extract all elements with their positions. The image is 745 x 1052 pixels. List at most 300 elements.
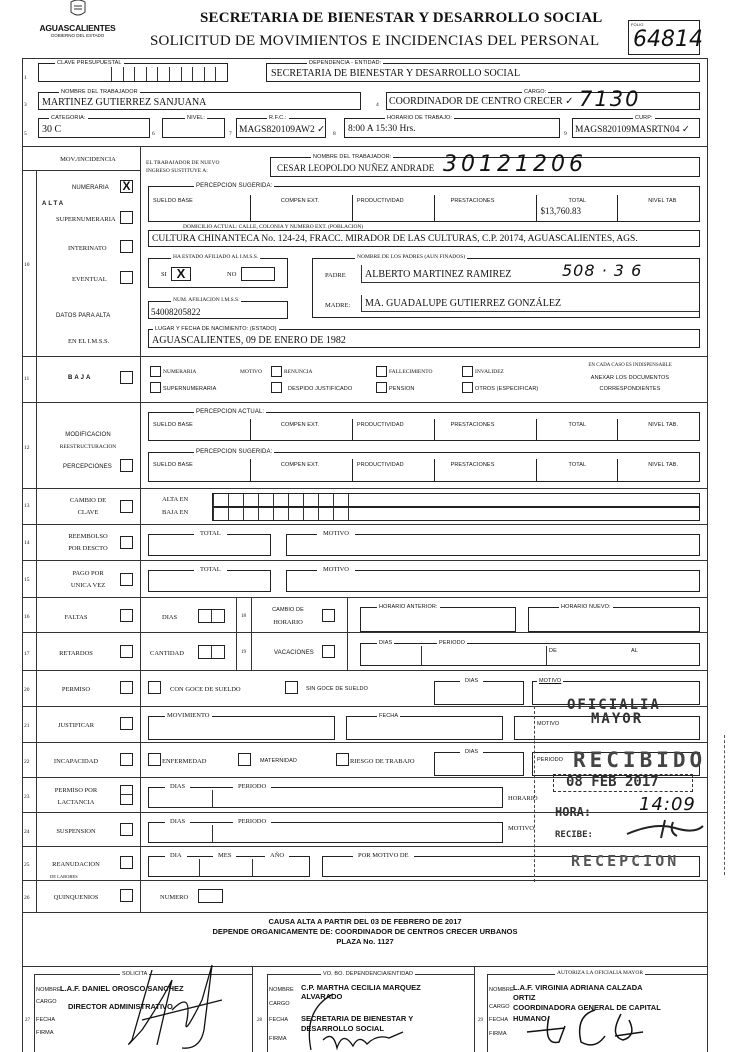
mov-incidencia-header: MOV./INCIDENCIA	[60, 156, 116, 163]
coat-of-arms-icon	[63, 0, 93, 18]
percepcion-columns	[149, 419, 699, 440]
padres-box	[312, 254, 700, 318]
alta-label: ALTA	[42, 201, 66, 207]
reembolso-label: POR DESCTO	[68, 545, 108, 552]
col-label: NIVEL TAB.	[648, 422, 679, 428]
imss-afiliado-box	[148, 254, 288, 288]
col-label: SUELDO BASE	[153, 462, 193, 468]
clave-digit-cells	[111, 67, 227, 81]
alta-eventual-label: EVENTUAL	[72, 276, 107, 283]
col-label: PRESTACIONES	[450, 462, 495, 468]
causa-alta-note	[22, 917, 708, 947]
col-label: NIVEL TAB	[648, 198, 677, 204]
incapacidad-dias-field[interactable]	[434, 749, 524, 776]
suspension-label: SUSPENSION	[56, 828, 96, 835]
divider	[347, 597, 348, 670]
dias-label: DIAS	[460, 678, 483, 684]
de-label: DE	[549, 648, 557, 654]
row-number: 13	[24, 503, 30, 509]
row-number: 17	[24, 651, 30, 657]
col-prestaciones[interactable]	[435, 459, 537, 481]
logo-subtext: GOBIERNO DEL ESTADO	[50, 33, 105, 38]
title-secretaria: SECRETARIA DE BIENESTAR Y DESARROLLO SOCIAL	[200, 10, 603, 26]
horario-anterior-field[interactable]	[360, 604, 516, 632]
incapacidad-label: INCAPACIDAD	[53, 758, 99, 765]
percepcion-actual-label: PERCEPCION ACTUAL:	[196, 409, 265, 415]
signer-name: L.A.F. DANIEL OROSCO SANCHEZ	[60, 984, 184, 993]
signer-name: ORTIZ	[513, 993, 536, 1002]
afiliacion-label: NUM. AFILIACION I.M.S.S.	[173, 297, 240, 303]
quinquenios-numero-field[interactable]	[198, 889, 223, 903]
otros-checkbox[interactable]	[462, 382, 473, 393]
col-prestaciones[interactable]	[435, 195, 537, 221]
baja-supernumeraria-label: SUPERNUMERARIA	[163, 386, 217, 392]
nombre-label: NOMBRE	[36, 987, 61, 993]
baja-numeraria-label: NUMERARIA	[163, 369, 197, 375]
no-label: NO	[227, 271, 237, 278]
baja-checkbox[interactable]	[120, 371, 133, 384]
dias-label: DIAS	[165, 818, 190, 825]
despido-checkbox[interactable]	[271, 382, 282, 393]
dias-label: DIAS	[162, 614, 178, 621]
rfc-value: MAGS820109AW2 ✓	[239, 125, 326, 135]
madre-field[interactable]	[361, 295, 699, 312]
rfc-label: R.F.C.:	[269, 115, 287, 121]
horario-label: HORARIO	[508, 795, 538, 802]
permiso-checkbox[interactable]	[120, 681, 133, 694]
retardos-cantidad-field[interactable]	[198, 645, 225, 659]
alta-numeraria-checkbox[interactable]: X	[120, 180, 133, 193]
row-number: 26	[24, 895, 30, 901]
baja-note: CORRESPONDIENTES	[599, 386, 661, 392]
reembolso-checkbox[interactable]	[120, 536, 133, 549]
horario-anterior-label: HORARIO ANTERIOR:	[379, 604, 438, 610]
clave-label: CLAVE PRESUPUESTAL	[57, 60, 122, 66]
motivo-label: POR MOTIVO DE	[353, 852, 414, 859]
categoria-value: 30 C	[42, 124, 62, 135]
numero-label: NUMERO	[160, 894, 189, 901]
quinquenios-checkbox[interactable]	[120, 889, 133, 902]
firma-label: FIRMA	[489, 1031, 507, 1037]
baja-note: ANEXAR LOS DOCUMENTOS	[590, 375, 670, 381]
pension-checkbox[interactable]	[376, 382, 387, 393]
rfc-field[interactable]	[236, 115, 326, 138]
reanudacion-label: REANUDACION	[52, 861, 100, 868]
sustituye-label: EL TRABAJADOR DE NUEVO INGRESO SUSTITUYE A:	[146, 160, 220, 174]
padre-value: ALBERTO MARTINEZ RAMIREZ	[365, 269, 512, 280]
horario-nuevo-label: HORARIO NUEVO:	[561, 604, 611, 610]
stamp-date: 08 FEB 2017	[566, 774, 659, 790]
horario-label: HORARIO DE TRABAJO:	[387, 115, 453, 121]
folio-number: 64814	[633, 27, 703, 52]
divider	[22, 170, 140, 171]
stamp-text: HORA:	[555, 805, 592, 819]
permiso-dias-field[interactable]	[434, 678, 524, 705]
motivo-label: MOTIVO	[537, 721, 560, 727]
alta-interinato-label: INTERINATO	[68, 245, 107, 252]
suspension-checkbox[interactable]	[120, 823, 133, 836]
suspension-dias-periodo[interactable]	[148, 818, 503, 843]
divider	[22, 488, 708, 489]
cargo-label: CARGO	[36, 999, 57, 1005]
nombre-label: NOMBRE	[269, 987, 294, 993]
firma-label: FIRMA	[269, 1036, 287, 1042]
stamp-time-handwritten: 14:09	[639, 794, 696, 815]
dias-label: DIAS	[379, 640, 393, 646]
divider	[22, 560, 708, 561]
riesgo-trabajo-checkbox[interactable]	[336, 753, 349, 766]
lactancia-dias-periodo[interactable]	[148, 783, 503, 808]
motivo-label: MOTIVO	[240, 369, 262, 375]
row-number: 14	[24, 540, 30, 546]
alta-supernumeraria-checkbox[interactable]	[120, 211, 133, 224]
renuncia-label: RENUNCIA	[284, 369, 313, 375]
divider	[487, 974, 488, 1052]
divider	[22, 632, 708, 633]
percepcion-columns	[149, 195, 699, 221]
row-number: 1	[24, 75, 27, 81]
fecha-field[interactable]	[346, 713, 503, 740]
col-nivel-tab[interactable]	[618, 195, 699, 221]
periodo-label: PERIODO	[439, 640, 466, 646]
stamp-text: RECIBE:	[555, 830, 593, 840]
col-prestaciones[interactable]	[435, 419, 537, 440]
nombre-label: NOMBRE DEL TRABAJADOR	[61, 89, 138, 95]
lactancia-checkbox[interactable]	[120, 785, 133, 805]
lactancia-label: PERMISO POR	[54, 787, 98, 794]
horario-nuevo-field[interactable]	[528, 604, 700, 632]
sin-goce-label: SIN GOCE DE SUELDO	[306, 686, 369, 692]
percepcion-sugerida-mod	[148, 449, 700, 482]
horario-value: 8:00 A 15:30 Hrs.	[348, 124, 416, 134]
afiliacion-field[interactable]	[148, 297, 288, 319]
stamp-dashes	[724, 735, 725, 875]
motivo-label: MOTIVO	[317, 566, 355, 573]
row-number: 4	[376, 102, 379, 108]
row-number: 23	[24, 794, 30, 800]
divider	[22, 146, 708, 147]
col-label: TOTAL	[568, 462, 587, 468]
divider	[236, 597, 237, 670]
nombre-trabajador-field[interactable]	[38, 89, 361, 110]
col-total[interactable]	[537, 459, 619, 481]
alta-eventual-checkbox[interactable]	[120, 271, 133, 284]
col-compen-ext[interactable]	[251, 419, 353, 440]
divider	[421, 646, 422, 665]
reanudacion-fecha[interactable]	[148, 852, 310, 877]
otros-label: OTROS (ESPECIFICAR)	[475, 386, 539, 392]
col-label: COMPEN EXT.	[280, 462, 320, 468]
motivo-label: MOTIVO	[317, 530, 355, 537]
datos-imss-label: EN EL I.M.S.S.	[68, 338, 110, 345]
causa-line: CAUSA ALTA A PARTIR DEL 03 DE FEBRERO DE 2017	[268, 917, 462, 926]
pago-unica-vez-label: PAGO POR	[72, 570, 104, 577]
causa-line: DEPENDE ORGANICAMENTE DE: COORDINADOR DE CENTROS CRECER URBANOS	[212, 927, 518, 936]
despido-label: DESPIDO JUSTIFICADO	[288, 386, 353, 392]
dependencia-field[interactable]	[266, 60, 700, 82]
fecha-label: FECHA	[489, 1017, 509, 1023]
causa-line: PLAZA No. 1127	[336, 937, 394, 946]
signature-title: AUTORIZA LA OFICIALIA MAYOR	[557, 970, 644, 976]
dependencia-label: DEPENDENCIA - ENTIDAD:	[309, 60, 382, 66]
divider	[22, 402, 708, 403]
percepcion-sugerida-alta	[148, 183, 700, 222]
total-value: $13,760.83	[540, 206, 581, 216]
clave-presupuestal-field[interactable]	[38, 60, 228, 82]
col-productividad[interactable]	[353, 459, 435, 481]
padre-label: PADRE	[325, 272, 346, 279]
percepcion-sugerida-label: PERCEPCION SUGERIDA:	[196, 183, 273, 189]
total-label: TOTAL	[194, 530, 227, 537]
logo-text: AGUASCALIENTES	[39, 23, 116, 33]
lugar-nacimiento-value: AGUASCALIENTES, 09 DE ENERO DE 1982	[152, 335, 346, 346]
pension-label: PENSION	[389, 386, 415, 392]
domicilio-value: CULTURA CHINANTECA No. 124-24, FRACC. MIRADOR DE LAS CULTURAS, C.P. 20174, AGUASCALIENTES, AGS.	[152, 234, 638, 244]
vacaciones-checkbox[interactable]	[322, 645, 335, 658]
signer-cargo: DIRECTOR ADMINISTRATIVO	[68, 1002, 173, 1011]
fallecimiento-label: FALLECIMIENTO	[389, 369, 433, 375]
col-label: COMPEN EXT.	[280, 422, 320, 428]
col-compen-ext[interactable]	[251, 195, 353, 221]
si-checkbox[interactable]: X	[171, 267, 191, 281]
cargo-label: CARGO	[489, 1004, 510, 1010]
cambio-horario-checkbox[interactable]	[322, 609, 335, 622]
curp-field[interactable]	[572, 115, 700, 138]
retardos-checkbox[interactable]	[120, 645, 133, 658]
baja-supernumeraria-checkbox[interactable]	[150, 382, 161, 393]
con-goce-checkbox[interactable]	[148, 681, 161, 694]
row-number: 12	[24, 445, 30, 451]
faltas-label: FALTAS	[64, 614, 88, 621]
padres-label: NOMBRE DE LOS PADRES (AUN FINADOS)	[357, 254, 466, 260]
invalidez-checkbox[interactable]	[462, 366, 473, 377]
pago-motivo-field[interactable]	[286, 566, 700, 592]
imss-afiliado-label: HA ESTADO AFILIADO AL I.M.S.S.	[173, 254, 259, 260]
dias-label: DIAS	[460, 749, 483, 755]
col-label: NIVEL TAB.	[648, 462, 679, 468]
baja-note: EN CADA CASO ES INDISPENSABLE	[588, 363, 672, 368]
justificar-checkbox[interactable]	[120, 717, 133, 730]
row-number: 29	[478, 1018, 483, 1023]
col-sueldo-base[interactable]	[149, 419, 251, 440]
signer-name: C.P. MARTHA CECILIA MARQUEZ	[301, 983, 421, 992]
reembolso-motivo-field[interactable]	[286, 530, 700, 556]
cargo-field[interactable]	[386, 87, 700, 111]
baja-en-field[interactable]	[212, 506, 700, 521]
row-number: 8	[333, 131, 336, 137]
anio-label: AÑO	[265, 852, 289, 859]
received-stamp	[534, 697, 709, 882]
row-number: 9	[564, 131, 567, 137]
row-number: 21	[24, 723, 30, 729]
sin-goce-checkbox[interactable]	[285, 681, 298, 694]
col-label: PRESTACIONES	[450, 198, 495, 204]
col-label: TOTAL	[568, 422, 587, 428]
row-number: 19	[241, 650, 246, 655]
handwritten-signature-icon	[525, 1006, 645, 1052]
cargo-label: CARGO	[269, 1001, 290, 1007]
row-number: 5	[24, 131, 27, 137]
col-productividad[interactable]	[353, 419, 435, 440]
col-sueldo-base[interactable]	[149, 195, 251, 221]
signer-cargo: COORDINADORA GENERAL DE CAPITAL	[513, 1003, 661, 1012]
fecha-label: FECHA	[36, 1017, 56, 1023]
total-label: TOTAL	[194, 566, 227, 573]
permiso-label: PERMISO	[61, 686, 91, 693]
lugar-nacimiento-label: LUGAR Y FECHA DE NACIMIENTO: (ESTADO)	[155, 326, 277, 332]
stamp-date-box	[553, 774, 693, 792]
alta-supernumeraria-label: SUPERNUMERARIA	[56, 216, 116, 223]
divider	[22, 524, 708, 525]
row-number: 15	[24, 577, 30, 583]
col-compen-ext[interactable]	[251, 459, 353, 481]
cambio-clave-label: CAMBIO DE	[69, 497, 107, 504]
cambio-clave-checkbox[interactable]	[120, 500, 133, 513]
nombre-sustituido-label: NOMBRE DEL TRABAJADOR:	[313, 154, 392, 160]
col-label: SUELDO BASE	[153, 422, 193, 428]
invalidez-label: INVALIDEZ	[475, 369, 504, 375]
reestructuracion-label: REESTRUCTURACION	[59, 444, 117, 450]
nombre-value: MARTINEZ GUTIERREZ SANJUANA	[42, 97, 207, 108]
signer-name: L.A.F. VIRGINIA ADRIANA CALZADA	[513, 983, 643, 992]
divider	[199, 859, 200, 876]
stamp-text: RECEPCION	[571, 852, 680, 870]
reanudacion-checkbox[interactable]	[120, 856, 133, 869]
periodo-label: PERIODO	[233, 783, 271, 790]
madre-label: MADRE:	[325, 302, 351, 309]
lugar-nacimiento-field[interactable]	[148, 326, 700, 348]
no-checkbox[interactable]	[241, 267, 275, 281]
reanudacion-label: DE LABORES	[50, 874, 78, 879]
cargo-value: COORDINADOR DE CENTRO CRECER ✓	[389, 96, 574, 107]
divider	[22, 356, 708, 357]
periodo-label: PERIODO	[233, 818, 271, 825]
domicilio-field[interactable]	[148, 224, 700, 247]
curp-label: CURP:	[635, 115, 653, 121]
divider	[22, 597, 708, 598]
row-number: 7	[229, 131, 232, 137]
cambio-horario-label: HORARIO	[273, 619, 303, 626]
initials-signature-icon	[625, 818, 705, 840]
curp-value: MAGS820109MASRTN04 ✓	[575, 125, 690, 135]
incapacidad-checkbox[interactable]	[120, 753, 133, 766]
divider	[267, 974, 268, 1052]
padre-field[interactable]	[361, 261, 699, 283]
retardos-label: RETARDOS	[59, 650, 93, 657]
pago-unica-vez-checkbox[interactable]	[120, 573, 133, 586]
signature-title: VO. BO. DEPENDENCIA/ENTIDAD	[323, 971, 414, 977]
col-label: PRODUCTIVIDAD	[356, 422, 404, 428]
renuncia-checkbox[interactable]	[271, 366, 282, 377]
cantidad-label: CANTIDAD	[150, 650, 184, 657]
enfermedad-label: ENFERMEDAD	[162, 758, 207, 765]
cargo-handwritten-code: 7130	[579, 87, 641, 111]
justificar-label: JUSTIFICAR	[57, 722, 95, 729]
movimiento-field[interactable]	[148, 712, 335, 740]
nombre-label: NOMBRE	[489, 987, 514, 993]
domicilio-label: DOMICILIO ACTUAL: CALLE, COLONIA Y NUMERO EXT. (POBLACION)	[183, 224, 364, 230]
modificacion-checkbox[interactable]	[120, 459, 133, 472]
nivel-label: NIVEL:	[187, 115, 206, 121]
col-total[interactable]	[537, 419, 619, 440]
al-label: AL	[631, 648, 638, 654]
nivel-field[interactable]	[162, 115, 225, 138]
horario-field[interactable]	[344, 115, 560, 138]
col-label: PRODUCTIVIDAD	[356, 198, 404, 204]
col-nivel-tab[interactable]	[618, 459, 699, 481]
quinquenios-label: QUINQUENIOS	[53, 894, 99, 901]
col-label: TOTAL	[568, 198, 587, 204]
divider	[251, 597, 252, 670]
handwritten-signature-icon	[112, 960, 242, 1052]
stamp-text: RECIBIDO	[573, 748, 707, 772]
col-total[interactable]	[537, 195, 619, 221]
folio-label: FOLIO	[631, 22, 644, 27]
stamp-text: MAYOR	[591, 711, 644, 727]
reembolso-label: REEMBOLSO	[68, 533, 108, 540]
row-number: 11	[24, 376, 30, 382]
handwritten-code: 508 · 3 6	[562, 261, 643, 280]
col-sueldo-base[interactable]	[149, 459, 251, 481]
fecha-label: FECHA	[269, 1017, 289, 1023]
col-productividad[interactable]	[353, 195, 435, 221]
percepcion-actual	[148, 409, 700, 441]
divider	[212, 825, 213, 842]
firma-label: FIRMA	[36, 1030, 54, 1036]
categoria-field[interactable]	[38, 115, 150, 138]
movimiento-label: MOVIMIENTO	[167, 712, 210, 719]
signer-cargo: SECRETARIA DE BIENESTAR Y	[301, 1014, 414, 1023]
enfermedad-checkbox[interactable]	[148, 753, 161, 766]
baja-label: BAJA	[68, 375, 93, 381]
col-label: COMPEN EXT.	[280, 198, 320, 204]
divider	[22, 912, 708, 913]
signer-name: ALVARADO	[301, 992, 343, 1001]
vacaciones-label: VACACIONES	[274, 650, 314, 656]
maternidad-checkbox[interactable]	[238, 753, 251, 766]
signature-title: SOLICITA	[122, 971, 148, 977]
faltas-dias-field[interactable]	[198, 609, 225, 623]
folio-box	[628, 20, 703, 55]
signature-block-solicita	[22, 966, 252, 1052]
row-number: 28	[257, 1018, 262, 1023]
vacaciones-dias-periodo[interactable]	[360, 640, 700, 666]
title-solicitud: SOLICITUD DE MOVIMIENTOS E INCIDENCIAS DEL PERSONAL	[150, 33, 600, 49]
col-label: PRESTACIONES	[450, 422, 495, 428]
signature-block-vobo	[253, 966, 474, 1052]
nombre-sustituido-field[interactable]	[270, 152, 700, 177]
row-number: 18	[241, 614, 246, 619]
divider	[34, 974, 35, 1052]
alta-numeraria-label: NUMERARIA	[72, 185, 109, 191]
divider	[22, 670, 708, 671]
faltas-checkbox[interactable]	[120, 609, 133, 622]
mes-label: MES	[213, 852, 236, 859]
pago-total-field[interactable]	[148, 566, 271, 592]
baja-numeraria-checkbox[interactable]	[150, 366, 161, 377]
divider	[212, 790, 213, 807]
col-nivel-tab[interactable]	[618, 419, 699, 440]
alta-interinato-checkbox[interactable]	[120, 240, 133, 253]
baja-en-label: BAJA EN	[162, 509, 189, 516]
alta-en-label: ALTA EN	[162, 496, 189, 503]
dia-label: DIA	[165, 852, 187, 859]
fallecimiento-checkbox[interactable]	[376, 366, 387, 377]
pago-unica-vez-label: UNICA VEZ	[70, 582, 106, 589]
madre-value: MA. GUADALUPE GUTIERREZ GONZÁLEZ	[365, 298, 562, 309]
modificacion-label: MODIFICACION	[65, 432, 111, 438]
reembolso-total-field[interactable]	[148, 530, 271, 556]
